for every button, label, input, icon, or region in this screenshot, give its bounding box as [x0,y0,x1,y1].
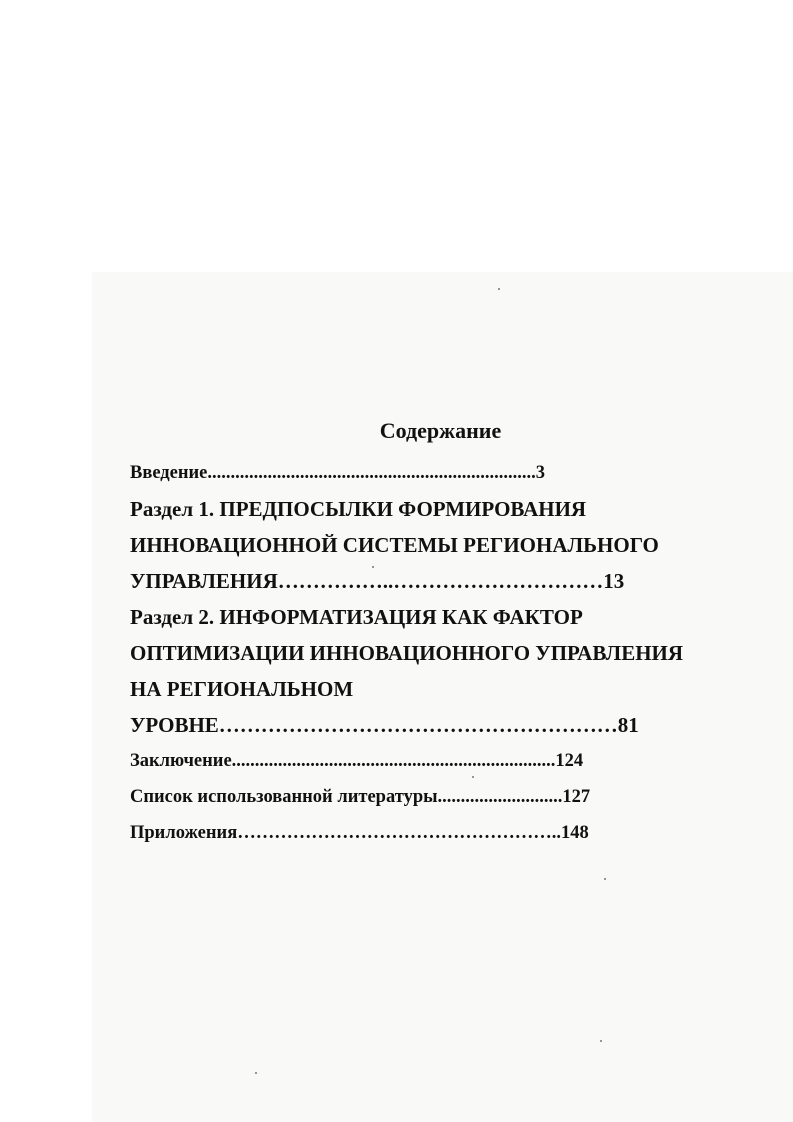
toc-entry-appendices: Приложения……………………………………………..148 [130,823,589,843]
toc-entry-section-1-line-3: УПРАВЛЕНИЯ……………..…………………………13 [130,569,625,593]
scan-speck [600,1040,602,1042]
table-of-contents [130,455,710,851]
toc-entry-introduction: Введение.......................................................................3 [130,463,546,483]
toc-entry-section-2-line-2: ОПТИМИЗАЦИИ ИННОВАЦИОННОГО УПРАВЛЕНИЯ [130,641,684,665]
scan-speck [498,288,500,290]
toc-entry-section-2-line-3: НА РЕГИОНАЛЬНОМ [130,677,354,701]
toc-entry-section-1-line-2: ИННОВАЦИОННОЙ СИСТЕМЫ РЕГИОНАЛЬНОГО [130,533,659,557]
toc-entry-section-1-line-1: Раздел 1. ПРЕДПОСЫЛКИ ФОРМИРОВАНИЯ [130,497,587,521]
scan-speck [604,878,606,880]
toc-entry-section-2-line-1: Раздел 2. ИНФОРМАТИЗАЦИЯ КАК ФАКТОР [130,605,583,629]
toc-entry-conclusion: Заключение......................................................................124 [130,751,584,771]
toc-entry-section-2-line-4: УРОВНЕ…………………………………………………81 [130,713,639,737]
toc-entry-bibliography: Список использованной литературы...........................127 [130,787,591,807]
scan-speck [255,1072,257,1074]
page-title: Содержание [379,418,502,443]
